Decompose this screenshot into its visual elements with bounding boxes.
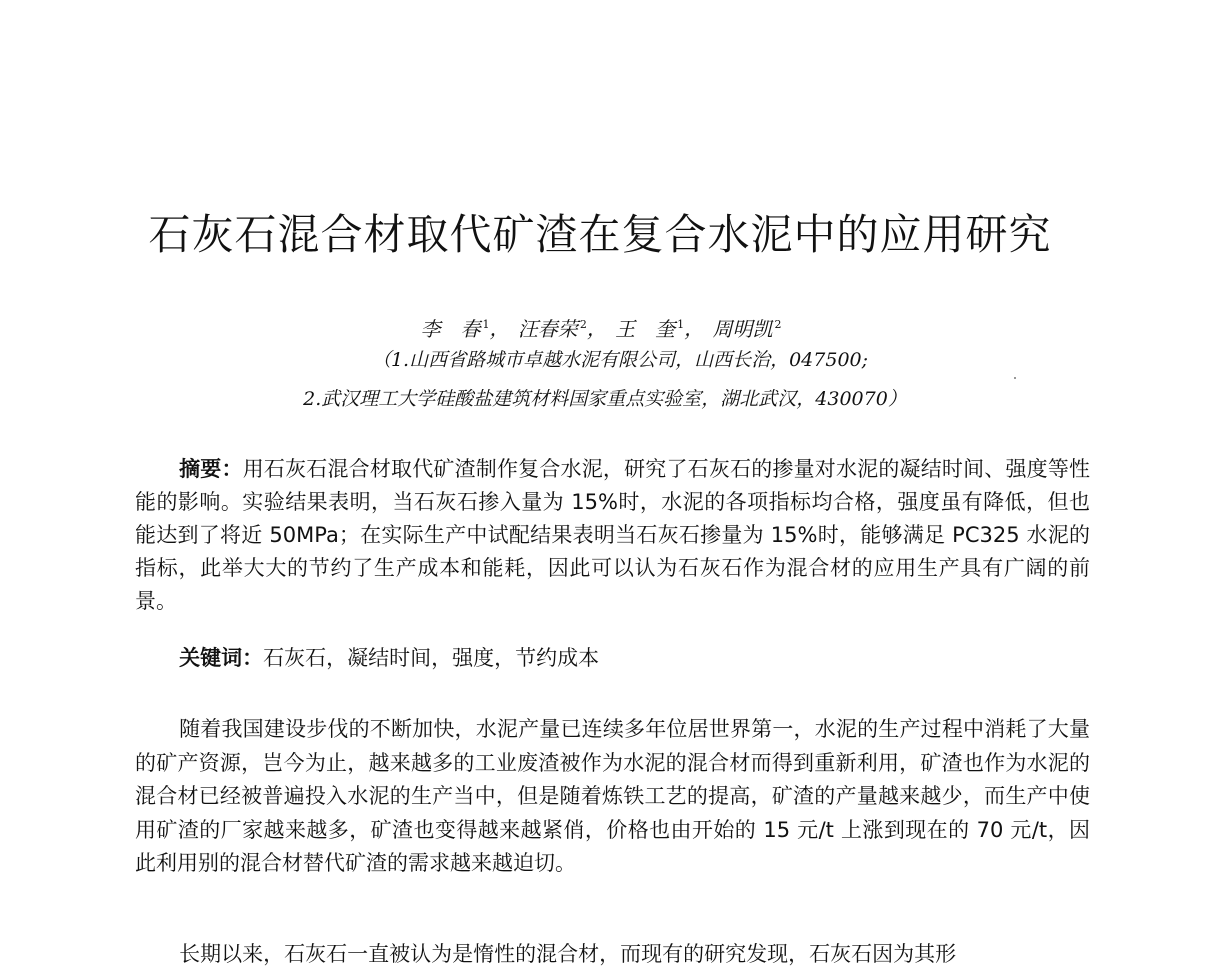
author-name: 汪春荣 [517, 316, 578, 341]
author-affiliation-mark: 2 [579, 318, 587, 331]
author-separator: ， [586, 316, 607, 341]
author-name: 王 奎 [615, 316, 676, 341]
affiliation-line-1: （1.山西省路城市卓越水泥有限公司，山西长治，047500; [371, 349, 869, 371]
author-affiliation-mark: 2 [774, 318, 782, 331]
abstract-paragraph [135, 453, 1090, 618]
paper-title: 石灰石混合材取代矿渣在复合水泥中的应用研究 [148, 210, 1052, 259]
abstract-label: 摘要 [179, 457, 222, 481]
affiliation-line-2: 2.武汉理工大学硅酸盐建筑材料国家重点实验室，湖北武汉，430070） [303, 388, 907, 410]
author-name: 周明凯 [712, 316, 773, 341]
keywords-paragraph [135, 642, 1090, 675]
author-affiliation-mark: 1 [677, 318, 685, 331]
author-separator: ， [684, 316, 705, 341]
keywords-text: 石灰石，凝结时间，强度，节约成本 [263, 646, 600, 670]
author-affiliation-mark: 1 [482, 318, 490, 331]
body-paragraph: 长期以来，石灰石一直被认为是惰性的混合材，而现有的研究发现，石灰石因为其形 [179, 942, 957, 966]
abstract-text: 用石灰石混合材取代矿渣制作复合水泥，研究了石灰石的掺量对水泥的凝结时间、强度等性能的影响。实验结果表明，当石灰石掺入量为 15%时，水泥的各项指标均合格，强度虽有降低，但也能达到了将近 50MPa；在实际生产中试配结果表明当石灰石掺量为 15%时，能够满足 PC325 水泥的指标，此举大大的节约了生产成本和能耗，因此可以认为石灰石作为混合材的应用生产具有广阔的前景。 [135, 457, 1091, 613]
author-list [0, 310, 1200, 344]
scan-speck [1014, 377, 1016, 379]
abstract-separator: ： [221, 457, 243, 481]
keywords-label: 关键词 [179, 646, 243, 670]
author-separator: ， [489, 316, 510, 341]
author-name: 李 春 [420, 316, 481, 341]
body-paragraph: 随着我国建设步伐的不断加快，水泥产量已连续多年位居世界第一，水泥的生产过程中消耗了大量的矿产资源，岂今为止，越来越多的工业废渣被作为水泥的混合材而得到重新利用，矿渣也作为水泥的混合材已经被普遍投入水泥的生产当中，但是随着炼铁工艺的提高，矿渣的产量越来越少，而生产中使用矿渣的厂家越来越多，矿渣也变得越来越紧俏，价格也由开始的 15 元/t 上涨到现在的 70 元/t，因此利用别的混合材替代矿渣的需求越来越迫切。 [135, 717, 1090, 875]
keywords-separator: ： [242, 646, 264, 670]
